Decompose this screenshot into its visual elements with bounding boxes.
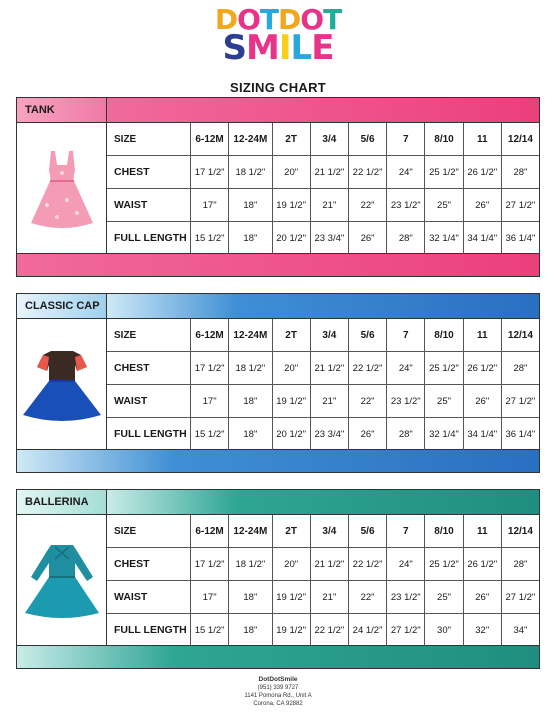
column-header: 5/6 bbox=[348, 319, 386, 352]
table-row bbox=[107, 189, 539, 222]
section-color-bar bbox=[107, 294, 539, 318]
column-header: 5/6 bbox=[348, 515, 386, 548]
table-cell: 19 1/2" bbox=[272, 581, 310, 614]
table-cell: 23 3/4" bbox=[310, 222, 348, 255]
column-header: 7 bbox=[387, 319, 425, 352]
table-cell: 18" bbox=[229, 581, 272, 614]
column-header: 12-24M bbox=[229, 123, 272, 156]
table-cell: 22 1/2" bbox=[348, 156, 386, 189]
column-header: 6-12M bbox=[191, 515, 229, 548]
table-cell: 18" bbox=[229, 418, 272, 451]
table-cell: 36 1/4" bbox=[501, 222, 539, 255]
table-cell: 27 1/2" bbox=[501, 385, 539, 418]
table-cell: 24 1/2" bbox=[348, 614, 386, 647]
section-title: TANK bbox=[17, 98, 107, 122]
logo-letter: O bbox=[237, 3, 260, 36]
table-header-row bbox=[107, 123, 539, 156]
table-cell: 20 1/2" bbox=[272, 222, 310, 255]
table-cell: 27 1/2" bbox=[501, 189, 539, 222]
table-cell: 18" bbox=[229, 614, 272, 647]
table-cell: 24" bbox=[387, 156, 425, 189]
table-cell: 17 1/2" bbox=[191, 352, 229, 385]
logo-letter: L bbox=[290, 28, 312, 68]
table-header-row bbox=[107, 319, 539, 352]
table-cell: 21" bbox=[310, 385, 348, 418]
table-cell: 32 1/4" bbox=[425, 222, 463, 255]
table-cell: 21" bbox=[310, 189, 348, 222]
logo-letter: S bbox=[222, 28, 247, 68]
table-cell: 36 1/4" bbox=[501, 418, 539, 451]
logo-letter: O bbox=[300, 3, 324, 36]
table-cell: 26" bbox=[463, 189, 501, 222]
table-cell: 28" bbox=[501, 548, 539, 581]
column-header: 6-12M bbox=[191, 123, 229, 156]
column-header: 3/4 bbox=[310, 319, 348, 352]
column-header: 2T bbox=[272, 319, 310, 352]
section-classic-cap bbox=[16, 293, 540, 473]
classic-cap-dress-image bbox=[17, 319, 107, 449]
table-cell: 17 1/2" bbox=[191, 548, 229, 581]
table-cell: 26 1/2" bbox=[463, 352, 501, 385]
column-header: 8/10 bbox=[425, 515, 463, 548]
table-cell: 17" bbox=[191, 385, 229, 418]
table-row bbox=[107, 222, 539, 255]
row-label: CHEST bbox=[107, 156, 191, 189]
row-label: FULL LENGTH bbox=[107, 418, 191, 451]
table-cell: 27 1/2" bbox=[501, 581, 539, 614]
column-header: 12/14 bbox=[501, 123, 539, 156]
column-header: 5/6 bbox=[348, 123, 386, 156]
table-cell: 17" bbox=[191, 581, 229, 614]
table-cell: 20 1/2" bbox=[272, 418, 310, 451]
size-table bbox=[107, 319, 539, 450]
table-cell: 23 1/2" bbox=[387, 581, 425, 614]
row-label: WAIST bbox=[107, 385, 191, 418]
table-cell: 25 1/2" bbox=[425, 156, 463, 189]
size-table bbox=[107, 515, 539, 646]
column-header: 11 bbox=[463, 319, 501, 352]
table-cell: 25" bbox=[425, 385, 463, 418]
logo-letter: D bbox=[278, 3, 301, 36]
table-cell: 22 1/2" bbox=[348, 352, 386, 385]
table-cell: 28" bbox=[501, 352, 539, 385]
table-cell: 23 1/2" bbox=[387, 189, 425, 222]
table-cell: 23 1/2" bbox=[387, 385, 425, 418]
column-header: 8/10 bbox=[425, 123, 463, 156]
table-cell: 21 1/2" bbox=[310, 548, 348, 581]
table-cell: 28" bbox=[387, 222, 425, 255]
brand-logo bbox=[0, 3, 556, 68]
table-cell: 26 1/2" bbox=[463, 156, 501, 189]
logo-letter: T bbox=[323, 3, 342, 36]
row-label: FULL LENGTH bbox=[107, 222, 191, 255]
column-header: SIZE bbox=[107, 123, 191, 156]
row-label: CHEST bbox=[107, 352, 191, 385]
section-color-bar bbox=[107, 490, 539, 514]
column-header: 6-12M bbox=[191, 319, 229, 352]
size-table bbox=[107, 123, 539, 254]
section-header bbox=[17, 490, 539, 514]
logo-letter: T bbox=[259, 3, 278, 36]
table-cell: 15 1/2" bbox=[191, 222, 229, 255]
table-row bbox=[107, 614, 539, 647]
table-cell: 20" bbox=[272, 548, 310, 581]
contact-footer bbox=[0, 676, 556, 708]
logo-line-smile bbox=[0, 28, 556, 68]
column-header: SIZE bbox=[107, 515, 191, 548]
table-row bbox=[107, 385, 539, 418]
tank-dress-image bbox=[17, 123, 107, 253]
table-cell: 26" bbox=[348, 222, 386, 255]
column-header: 11 bbox=[463, 123, 501, 156]
table-cell: 18" bbox=[229, 189, 272, 222]
column-header: 8/10 bbox=[425, 319, 463, 352]
table-cell: 25" bbox=[425, 189, 463, 222]
logo-letter: D bbox=[214, 3, 238, 36]
table-cell: 22" bbox=[348, 581, 386, 614]
table-cell: 19 1/2" bbox=[272, 614, 310, 647]
table-cell: 25 1/2" bbox=[425, 548, 463, 581]
table-cell: 15 1/2" bbox=[191, 614, 229, 647]
table-cell: 18" bbox=[229, 385, 272, 418]
table-cell: 30" bbox=[425, 614, 463, 647]
table-row bbox=[107, 581, 539, 614]
table-cell: 21" bbox=[310, 581, 348, 614]
section-header bbox=[17, 294, 539, 318]
column-header: 12-24M bbox=[229, 319, 272, 352]
column-header: 2T bbox=[272, 123, 310, 156]
column-header: 3/4 bbox=[310, 123, 348, 156]
section-footer-bar bbox=[17, 449, 539, 472]
table-row bbox=[107, 352, 539, 385]
table-cell: 21 1/2" bbox=[310, 156, 348, 189]
column-header: 2T bbox=[272, 515, 310, 548]
table-cell: 18 1/2" bbox=[229, 156, 272, 189]
table-row bbox=[107, 548, 539, 581]
table-row bbox=[107, 156, 539, 189]
table-cell: 25" bbox=[425, 581, 463, 614]
section-title: CLASSIC CAP bbox=[17, 294, 107, 318]
company-name: DotDotSmile bbox=[258, 676, 298, 683]
column-header: 7 bbox=[387, 123, 425, 156]
table-cell: 20" bbox=[272, 352, 310, 385]
table-cell: 28" bbox=[501, 156, 539, 189]
table-cell: 34 1/4" bbox=[463, 222, 501, 255]
table-cell: 26" bbox=[348, 418, 386, 451]
table-cell: 22" bbox=[348, 385, 386, 418]
column-header: SIZE bbox=[107, 319, 191, 352]
table-cell: 27 1/2" bbox=[387, 614, 425, 647]
column-header: 11 bbox=[463, 515, 501, 548]
table-cell: 17" bbox=[191, 189, 229, 222]
table-cell: 18 1/2" bbox=[229, 548, 272, 581]
page-title: SIZING CHART bbox=[229, 80, 327, 95]
table-cell: 25 1/2" bbox=[425, 352, 463, 385]
section-header bbox=[17, 98, 539, 122]
table-row bbox=[107, 418, 539, 451]
column-header: 12/14 bbox=[501, 319, 539, 352]
table-cell: 24" bbox=[387, 548, 425, 581]
table-cell: 23 3/4" bbox=[310, 418, 348, 451]
column-header: 12-24M bbox=[229, 515, 272, 548]
row-label: WAIST bbox=[107, 189, 191, 222]
table-cell: 18 1/2" bbox=[229, 352, 272, 385]
column-header: 3/4 bbox=[310, 515, 348, 548]
table-cell: 26" bbox=[463, 385, 501, 418]
column-header: 12/14 bbox=[501, 515, 539, 548]
table-cell: 24" bbox=[387, 352, 425, 385]
logo-letter: E bbox=[311, 28, 334, 68]
table-cell: 19 1/2" bbox=[272, 189, 310, 222]
table-cell: 19 1/2" bbox=[272, 385, 310, 418]
table-cell: 22" bbox=[348, 189, 386, 222]
table-cell: 21 1/2" bbox=[310, 352, 348, 385]
table-cell: 26 1/2" bbox=[463, 548, 501, 581]
logo-letter: I bbox=[278, 28, 291, 68]
row-label: CHEST bbox=[107, 548, 191, 581]
company-address-line1: 1141 Pomona Rd., Unit A bbox=[244, 693, 312, 699]
company-address-line2: Corona, CA 92882 bbox=[253, 701, 303, 707]
row-label: FULL LENGTH bbox=[107, 614, 191, 647]
table-cell: 22 1/2" bbox=[310, 614, 348, 647]
section-footer-bar bbox=[17, 645, 539, 668]
table-cell: 20" bbox=[272, 156, 310, 189]
section-footer-bar bbox=[17, 253, 539, 276]
table-cell: 28" bbox=[387, 418, 425, 451]
section-title: BALLERINA bbox=[17, 490, 107, 514]
table-cell: 15 1/2" bbox=[191, 418, 229, 451]
column-header: 7 bbox=[387, 515, 425, 548]
table-cell: 17 1/2" bbox=[191, 156, 229, 189]
section-color-bar bbox=[107, 98, 539, 122]
table-cell: 26" bbox=[463, 581, 501, 614]
table-cell: 34" bbox=[501, 614, 539, 647]
table-cell: 34 1/4" bbox=[463, 418, 501, 451]
table-cell: 22 1/2" bbox=[348, 548, 386, 581]
table-header-row bbox=[107, 515, 539, 548]
table-cell: 18" bbox=[229, 222, 272, 255]
ballerina-dress-image bbox=[17, 515, 107, 645]
section-ballerina bbox=[16, 489, 540, 669]
company-phone: (951) 339 9727 bbox=[257, 685, 299, 691]
table-cell: 32 1/4" bbox=[425, 418, 463, 451]
row-label: WAIST bbox=[107, 581, 191, 614]
table-cell: 32" bbox=[463, 614, 501, 647]
logo-letter: M bbox=[246, 28, 279, 68]
section-tank bbox=[16, 97, 540, 277]
